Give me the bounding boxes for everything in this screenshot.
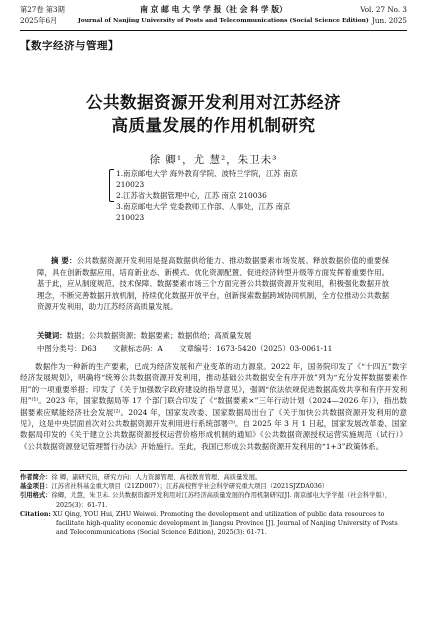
footnote-citation-text: XU Qing, YOU Hui, ZHU Weiwei. Promoting the development and utilization of public data resources to facilitate high-quality economic development in Jiangsu Province [J]. Journal of Nanjing University of Posts and Telecommunications (Social Science Edition), 2025(3): 61-71. (52, 510, 398, 537)
section-bracket-right: 】 (108, 40, 119, 52)
author-list: 徐 卿¹，尤 慧²，朱卫未³ (149, 154, 278, 166)
affiliation-2: 2.江苏省大数据管理中心，江苏 南京 210036 (116, 191, 267, 200)
volume-issue-en: Vol. 27 No. 3 (360, 5, 407, 14)
clc-number: 中图分类号：D63 (37, 344, 97, 353)
keywords (37, 330, 389, 341)
classification-line (37, 343, 397, 354)
footnote-cite (20, 491, 407, 509)
footnote-fund (20, 482, 407, 491)
document-code: 文献标志码：A (113, 344, 163, 353)
issue-date-en: Jun. 2025 (371, 16, 407, 25)
section-label: 数字经济与管理 (31, 40, 108, 52)
footnote-fund-text: 江苏省社科基金重大项目（21ZD007）；江苏高校哲学社会科学研究重大项目（2021SJZDA036） (51, 483, 329, 491)
abstract-label: 摘 要： (51, 256, 77, 265)
abstract-text: 公共数据资源开发利用是提高数据供给能力、推动数据要素市场发展、释放数据价值的重要保障，具在创新数据应用、培育新业态、新模式、优化资源配置、促进经济转型升级等方面发挥着重要作用。基于此，应从制度规范、技术保障、数据要素市场三个方面完善公共数据资源开发利用，积极强化数据开放理念，不断完善数据开放机制，持续优化数据开放平台，创新探索数据跨域协同机制，全方位推动公共数据资源开发利用，助力江苏经济高质量发展。 (37, 256, 389, 311)
article-title-line1: 公共数据资源开发利用对江苏经济 (86, 93, 341, 112)
footnote-author (20, 473, 407, 482)
article-number: 文章编号：1673-5420（2025）03-0061-11 (179, 344, 333, 353)
keywords-label: 关键词： (37, 331, 67, 340)
footnote-author-text: 徐 卿，副研究员，研究方向：人力资源管理、高校教育管理、高质量发展。 (51, 474, 262, 481)
footnotes (20, 473, 407, 537)
footnote-author-label: 作者简介： (20, 474, 52, 481)
affiliation-1: 1.南京邮电大学 海外教育学院、波特兰学院，江苏 南京 210023 (116, 169, 298, 189)
issue-date: 2025年6月 (20, 16, 58, 25)
footnote-divider (20, 470, 407, 471)
keywords-text: 数据；公共数据资源；数据要素；数据供给；高质量发展 (66, 331, 252, 340)
footnote-citation-en (20, 510, 407, 538)
footnote-fund-label: 基金项目： (20, 483, 52, 491)
section-tag (20, 38, 119, 53)
journal-header (20, 4, 407, 31)
affiliation-brace (109, 169, 114, 202)
footnote-cite-label: 引用格式： (20, 492, 52, 500)
footnote-citation-label: Citation: (20, 510, 51, 518)
journal-title-cn: 南 京 邮 电 大 学 学 报（社 会 科 学 版） (140, 5, 287, 14)
journal-title-en: Journal of Nanjing University of Posts and Telecommunications (Social Science Edition) (78, 17, 369, 24)
article-title-line2: 高质量发展的作用机制研究 (111, 116, 316, 135)
volume-issue: 第27卷 第3期 (20, 5, 65, 14)
section-bracket-left: 【 (20, 40, 31, 52)
body-paragraph: 数据作为一种新的生产要素，已成为经济发展和产业变革的动力源泉。2022 年，国务院印发了《“十四五”数字经济发展规划》，明确将“统筹公共数据资源开发利用，推动基础公共数据安全有序开放”列为“充分发挥数据要素作用”的一项重要举措；印发了《关于加强数字政府建设的指导意见》，强调“依法依规促进数据高效共享和有序开发利用”⁽¹⁾。2023 年，国家数据局等 17 个部门联合印发了《“数据要素×”三年行动计划（2024—2026 年）》，指出数据要素应赋能经济社会发展⁽²⁾。2024 年，国家发改委、国家数据局出台了《关于加快公共数据资源开发利用的意见》，这是中央层面首次对公共数据资源开发利用进行系统部署⁽³⁾。自 2025 年 3 月 1 日起，国家发展改革委、国家数据局印发的《关于建立公共数据资源授权运营价格形成机制的通知》《公共数据资源授权运营实施规范（试行）》《公共数据资源登记管理暂行办法》开始施行。至此，我国已形成公共数据资源开发利用的“1+3”政策体系。 (20, 362, 407, 451)
affiliation-list (116, 168, 316, 223)
affiliation-3: 3.南京邮电大学 党委教师工作部、人事处，江苏 南京 210023 (116, 202, 291, 222)
abstract (37, 255, 389, 313)
footnote-cite-text: 徐卿，尤慧，朱卫未. 公共数据资源开发利用对江苏经济高质量发展的作用机制研究[J]. 南京邮电大学学报（社会科学版），2025(3)：61-71. (51, 492, 392, 509)
